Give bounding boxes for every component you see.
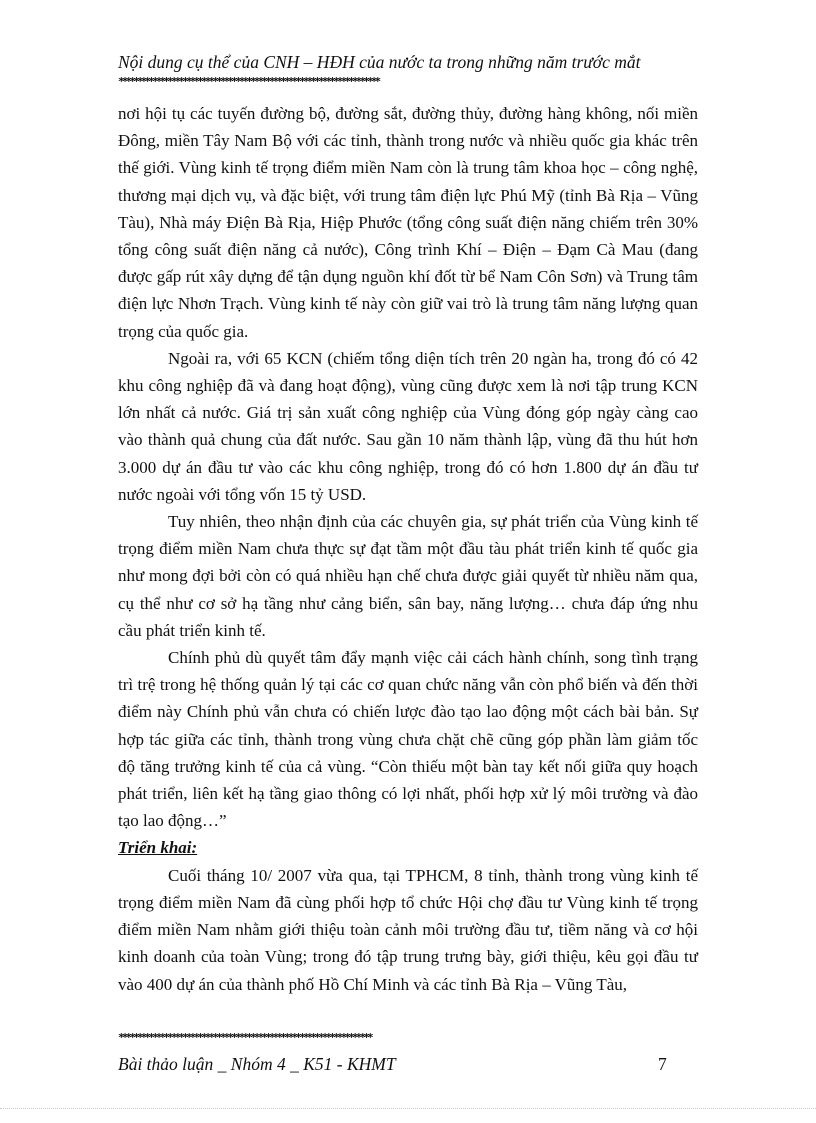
- paragraph-implementation: Cuối tháng 10/ 2007 vừa qua, tại TPHCM, 8 tỉnh, thành trong vùng kinh tế trọng điểm miền Nam đã cùng phối hợp tổ chức Hội chợ đầu tư Vùng kinh tế trọng điểm miền Nam nhằm giới thiệu toàn cảnh môi trường đầu tư, tiềm năng và cơ hội kinh doanh của toàn Vùng; trong đó tập trung trưng bày, giới thiệu, kêu gọi đầu tư vào 400 dự án của thành phố Hồ Chí Minh và các tỉnh Bà Rịa – Vũng Tàu,: [118, 865, 698, 994]
- paragraph-limitations: Tuy nhiên, theo nhận định của các chuyên gia, sự phát triển của Vùng kinh tế trọng điểm miền Nam chưa thực sự đạt tầm một đầu tàu phát triển kinh tế quốc gia như mong đợi bởi còn có quá nhiều hạn chế chưa được giải quyết từ nhiều năm qua, cụ thể như cơ sở hạ tầng như cảng biển, sân bay, năng lượng… chưa đáp ứng nhu cầu phát triển kinh tế.: [118, 512, 698, 640]
- section-heading-line: [118, 834, 698, 861]
- footer-text: Bài thảo luận _ Nhóm 4 _ K51 - KHMT: [118, 1054, 396, 1074]
- paragraph-industrial-zones: Ngoài ra, với 65 KCN (chiếm tổng diện tích trên 20 ngàn ha, trong đó có 42 khu công nghiệp đã và đang hoạt động), vùng cũng được xem là nơi tập trung KCN lớn nhất cả nước. Giá trị sản xuất công nghiệp của Vùng đóng góp ngày càng cao vào thành quả chung của đất nước. Sau gần 10 năm thành lập, vùng đã thu hút hơn 3.000 dự án đầu tư vào các khu công nghiệp, trong đó có hơn 1.800 dự án đầu tư nước ngoài với tổng vốn 15 tỷ USD.: [118, 348, 698, 504]
- page-edge-divider: [0, 1108, 816, 1109]
- footer-separator: *******************************************************************: [118, 1032, 371, 1044]
- page-header-title: Nội dung cụ thể của CNH – HĐH của nước ta trong những năm trước mắt: [118, 52, 641, 72]
- document-body: [118, 100, 698, 998]
- header-separator: *********************************************************************: [118, 76, 379, 88]
- page-number: 7: [658, 1054, 667, 1074]
- paragraph-government: Chính phủ dù quyết tâm đẩy mạnh việc cải cách hành chính, song tình trạng trì trệ trong hệ thống quản lý tại các cơ quan chức năng vẫn còn phổ biến và đến thời điểm này Chính phủ vẫn chưa có chiến lược đào tạo lao động một cách bài bản. Sự hợp tác giữa các tỉnh, thành trong vùng chưa chặt chẽ cũng góp phần làm giảm tốc độ tăng trưởng kinh tế của cả vùng. “Còn thiếu một bàn tay kết nối giữa quy hoạch phát triển, liên kết hạ tầng giao thông có lợi nhất, phối hợp xử lý môi trường và đào tạo lao động…”: [118, 648, 698, 831]
- paragraph-continuation: nơi hội tụ các tuyến đường bộ, đường sắt, đường thủy, đường hàng không, nối miền Đông, miền Tây Nam Bộ với các tỉnh, thành trong nước và nhiều quốc gia khác trên thế giới. Vùng kinh tế trọng điểm miền Nam còn là trung tâm khoa học – công nghệ, thương mại dịch vụ, và đặc biệt, với trung tâm điện lực Phú Mỹ (tỉnh Bà Rịa – Vũng Tàu), Nhà máy Điện Bà Rịa, Hiệp Phước (tổng công suất điện năng chiếm trên 30% tổng công suất điện năng cả nước), Công trình Khí – Điện – Đạm Cà Mau (đang được gấp rút xây dựng để tận dụng nguồn khí đốt từ bể Nam Côn Sơn) và Trung tâm điện lực Nhơn Trạch. Vùng kinh tế này còn giữ vai trò là trung tâm năng lượng quan trọng của quốc gia.: [118, 104, 698, 341]
- section-heading: Triển khai:: [118, 838, 198, 858]
